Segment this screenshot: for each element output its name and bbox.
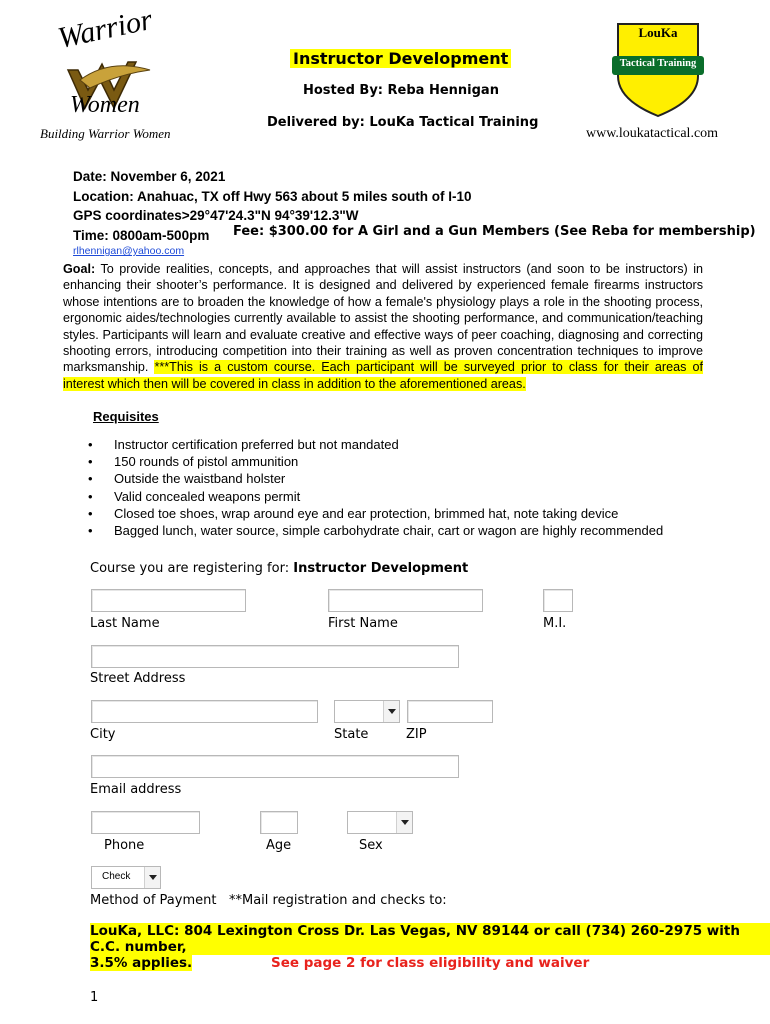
city-field[interactable] xyxy=(91,700,318,723)
phone-label: Phone xyxy=(104,838,145,853)
middle-initial-field[interactable] xyxy=(543,589,573,612)
page-number: 1 xyxy=(90,990,99,1005)
first-name-label: First Name xyxy=(328,616,398,631)
list-item: • Outside the waistband holster xyxy=(88,470,663,487)
zip-label: ZIP xyxy=(406,727,427,742)
goal-highlight: ***This is a custom course. Each participant will be surveyed prior to class for their areas of interest which then will be covered in class in addition to the aforementioned areas. xyxy=(63,360,703,391)
middle-initial-label: M.I. xyxy=(543,616,567,631)
list-item: • Valid concealed weapons permit xyxy=(88,488,663,505)
payment-selected-value: Check xyxy=(102,871,131,882)
state-label: State xyxy=(334,727,369,742)
event-time: Time: 0800am-500pm xyxy=(73,227,210,243)
zip-field[interactable] xyxy=(407,700,493,723)
payment-method-label: Method of Payment xyxy=(90,893,217,908)
chevron-down-icon[interactable] xyxy=(144,867,160,888)
street-address-label: Street Address xyxy=(90,671,186,686)
chevron-down-icon[interactable] xyxy=(383,701,399,722)
cc-fee-note: 3.5% applies. xyxy=(90,955,193,971)
course-name: Instructor Development xyxy=(293,561,469,576)
event-gps: GPS coordinates>29°47'24.3"N 94°39'12.3"W xyxy=(73,208,359,223)
event-location: Location: Anahuac, TX off Hwy 563 about 5 miles south of I-10 xyxy=(73,188,472,204)
requisites-heading: Requisites xyxy=(93,409,159,424)
sex-label: Sex xyxy=(359,838,383,853)
event-date: Date: November 6, 2021 xyxy=(73,169,226,184)
phone-field[interactable] xyxy=(91,811,200,834)
mail-note: **Mail registration and checks to: xyxy=(229,893,447,908)
email-label: Email address xyxy=(90,782,182,797)
list-item: • Instructor certification preferred but not mandated xyxy=(88,436,663,453)
city-label: City xyxy=(90,727,116,742)
chevron-down-icon[interactable] xyxy=(396,812,412,833)
course-prefix: Course you are registering for: xyxy=(90,561,294,576)
goal-text: To provide realities, concepts, and approaches that will assist instructors (and soon to be instructors) in enhancing their shooter’s performance. It is designed and delivered by experienced female firearms instructors whose intentions are to broaden the knowledge of how a female's physiology plays a role in the shooting process, ergonomic aides/technologies currently available to assist the shooting performance, and communication/teaching styles. Participants will learn and evaluate creative and effective ways of peer coaching, diagnosing and correcting shooting errors, introducing competition into their training as well as proven concentration techniques to improve marksmanship. xyxy=(63,262,703,375)
contact-email-link[interactable]: rlhennigan@yahoo.com xyxy=(73,245,185,257)
last-name-label: Last Name xyxy=(90,616,160,631)
logo-women-text: Women xyxy=(70,92,140,118)
louka-logo xyxy=(612,18,704,118)
hosted-by: Hosted By: Reba Hennigan xyxy=(303,83,499,98)
course-line xyxy=(90,561,468,576)
list-item: • Bagged lunch, water source, simple carbohydrate chair, cart or wagon are highly recommended xyxy=(88,522,663,539)
age-field[interactable] xyxy=(260,811,298,834)
goal-paragraph xyxy=(63,261,703,392)
louka-banner: Tactical Training xyxy=(619,58,697,69)
page-title: Instructor Development xyxy=(290,49,511,68)
event-fee: Fee: $300.00 for A Girl and a Gun Members (See Reba for membership) xyxy=(233,224,756,239)
page2-note: See page 2 for class eligibility and waiver xyxy=(271,955,590,971)
state-select[interactable] xyxy=(334,700,400,723)
goal-label: Goal: xyxy=(63,262,96,276)
age-label: Age xyxy=(266,838,292,853)
email-field[interactable] xyxy=(91,755,459,778)
delivered-by: Delivered by: LouKa Tactical Training xyxy=(267,115,539,130)
requisites-list xyxy=(88,436,663,539)
logo-tagline: Building Warrior Women xyxy=(40,126,171,141)
first-name-field[interactable] xyxy=(328,589,483,612)
payment-method-select[interactable] xyxy=(91,866,161,889)
street-address-field[interactable] xyxy=(91,645,459,668)
sex-select[interactable] xyxy=(347,811,413,834)
website-url: www.loukatactical.com xyxy=(586,126,719,141)
list-item: • 150 rounds of pistol ammunition xyxy=(88,453,663,470)
mailing-address: LouKa, LLC: 804 Lexington Cross Dr. Las Vegas, NV 89144 or call (734) 260-2975 with C.C. number, xyxy=(90,923,770,955)
louka-name: LouKa xyxy=(638,25,678,40)
last-name-field[interactable] xyxy=(91,589,246,612)
list-item: • Closed toe shoes, wrap around eye and ear protection, brimmed hat, note taking device xyxy=(88,505,663,522)
logo-warrior-text: Warrior xyxy=(54,2,156,56)
